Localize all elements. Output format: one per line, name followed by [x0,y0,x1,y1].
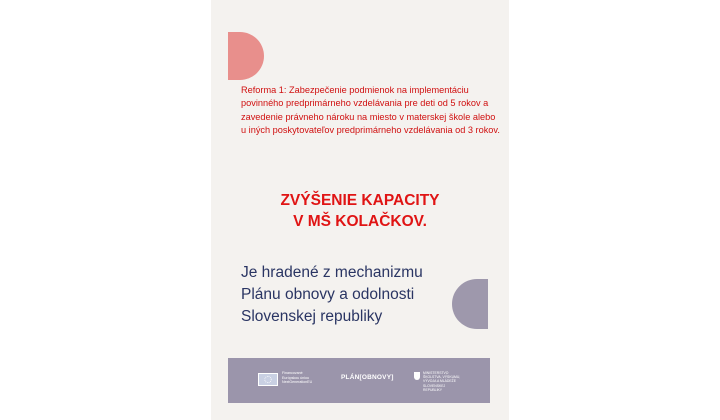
ministry-line-3: VÝVOJA A MLÁDEŽE [423,379,456,384]
eu-flag-icon [258,373,278,386]
ministry-line-4: SLOVENSKEJ REPUBLIKY [423,383,446,392]
headline [211,190,509,232]
funding-statement [241,262,471,328]
plan-obnovy-logo: PLÁN[OBNOVY] [341,374,394,381]
funding-line-1: Je hradené z mechanizmu [241,264,423,281]
eu-funding-text [282,371,330,385]
funding-line-3: Slovenskej republiky [241,308,383,325]
headline-line-1: ZVÝŠENIE KAPACITY [280,192,440,209]
ministry-text [423,371,463,392]
ministry-line-2: ŠKOLSTVA, VÝSKUMU, [423,375,461,380]
reforma-text: Reforma 1: Zabezpečenie podmienok na implementáciu povinného predprimárneho vzdelávania pre deti od 5 rokov a zavedenie právneho nároku na miesto v materskej škole alebo u iných poskytovateľov predprimárneho vzdelávania od 3 rokov. [241,85,500,136]
ministry-line-1: MINISTERSTVO [423,371,449,375]
ministry-crest-icon [414,372,420,380]
funding-line-2: Plánu obnovy a odolnosti [241,286,415,303]
eu-line-3: NextGenerationEU [282,380,313,385]
eu-line-2: Európskou úniou [282,375,309,380]
decorative-half-circle-top [228,32,264,80]
headline-line-2: V MŠ KOLAČKOV. [293,213,427,230]
eu-line-1: Financované [282,371,303,375]
poster [211,0,509,420]
